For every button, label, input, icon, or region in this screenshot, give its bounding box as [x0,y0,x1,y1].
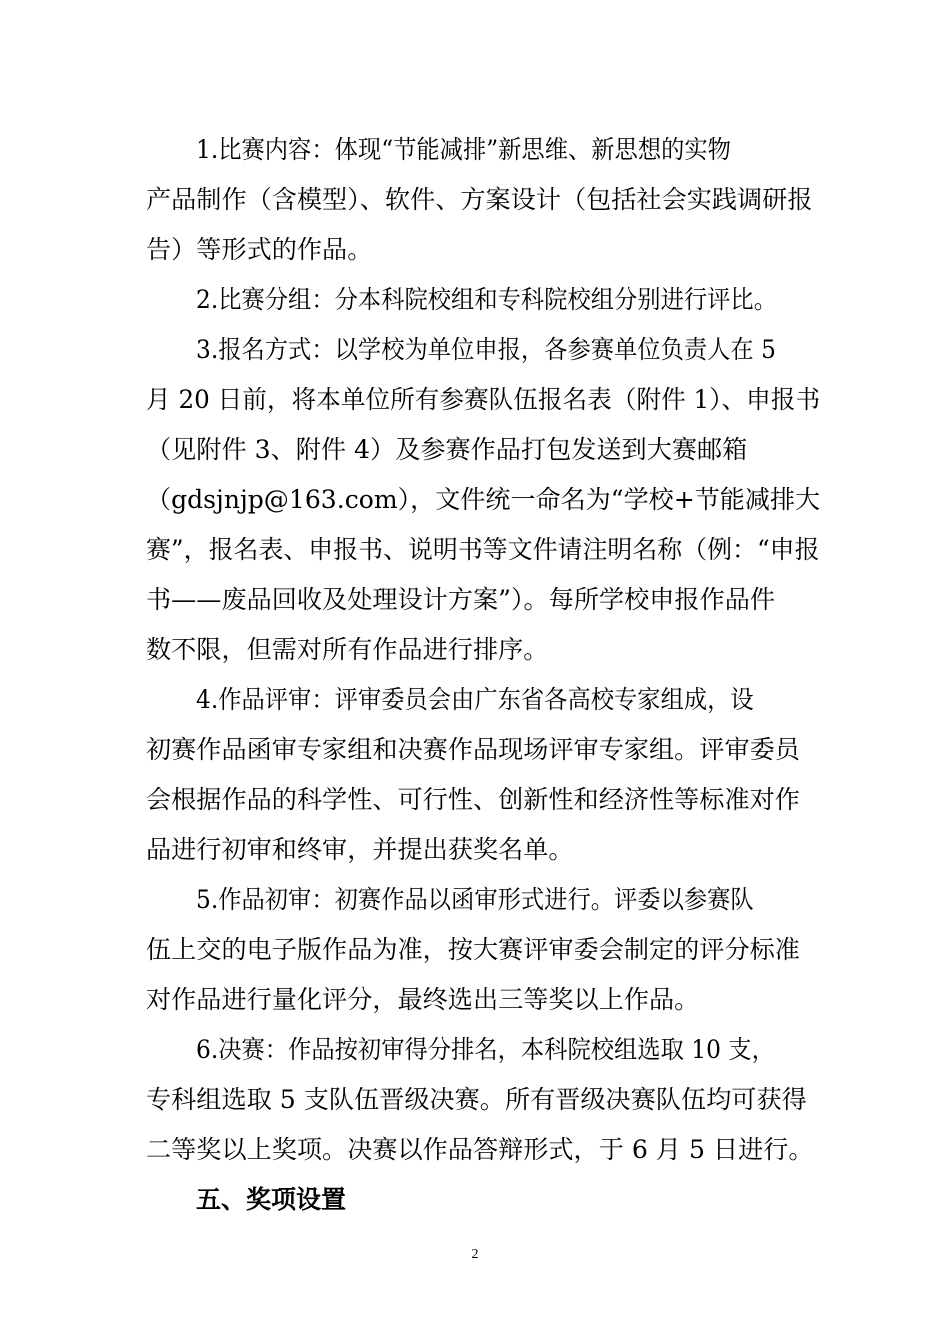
paragraph-5-line-1: 5.作品初审：初赛作品以函审形式进行。评委以参赛队 [196,885,754,914]
paragraph-5-line-3: 对作品进行量化评分，最终选出三等奖以上作品。 [146,985,700,1014]
paragraph-3-line-5: 赛”，报名表、申报书、说明书等文件请注明名称（例：“申报 [146,535,820,564]
paragraph-1-line-3: 告）等形式的作品。 [146,235,373,264]
section-heading: 五、奖项设置 [196,1185,347,1214]
paragraph-1-line-1: 1.比赛内容：体现“节能减排”新思维、新思想的实物 [196,135,731,164]
paragraph-6-line-1: 6.决赛：作品按初审得分排名，本科院校组选取 10 支， [196,1035,775,1064]
paragraph-6-line-3: 二等奖以上奖项。决赛以作品答辩形式，于 6 月 5 日进行。 [146,1135,814,1164]
paragraph-2-line-1: 2.比赛分组：分本科院校组和专科院校组分别进行评比。 [196,285,778,314]
paragraph-5-line-2: 伍上交的电子版作品为准，按大赛评审委会制定的评分标准 [146,935,800,964]
paragraph-3-line-2: 月 20 日前，将本单位所有参赛队伍报名表（附件 1）、申报书 [146,385,821,414]
paragraph-4-line-3: 会根据作品的科学性、可行性、创新性和经济性等标准对作 [146,785,800,814]
paragraph-3-line-7: 数不限，但需对所有作品进行排序。 [146,635,549,664]
page-number: 2 [471,1247,479,1262]
paragraph-4-line-2: 初赛作品函审专家组和决赛作品现场评审专家组。评审委员 [146,735,800,764]
paragraph-3-line-4: （gdsjnjp@163.com），文件统一命名为“学校+节能减排大 [146,485,821,514]
paragraph-3-line-1: 3.报名方式：以学校为单位申报，各参赛单位负责人在 5 [196,335,776,364]
paragraph-6-line-2: 专科组选取 5 支队伍晋级决赛。所有晋级决赛队伍均可获得 [146,1085,807,1114]
paragraph-3-line-3: （见附件 3、附件 4）及参赛作品打包发送到大赛邮箱 [146,435,748,464]
paragraph-4-line-4: 品进行初审和终审，并提出获奖名单。 [146,835,574,864]
paragraph-1-line-2: 产品制作（含模型）、软件、方案设计（包括社会实践调研报 [146,185,813,214]
paragraph-4-line-1: 4.作品评审：评审委员会由广东省各高校专家组成，设 [196,685,754,714]
paragraph-3-line-6: 书——废品回收及处理设计方案”）。每所学校申报作品件 [146,585,776,614]
